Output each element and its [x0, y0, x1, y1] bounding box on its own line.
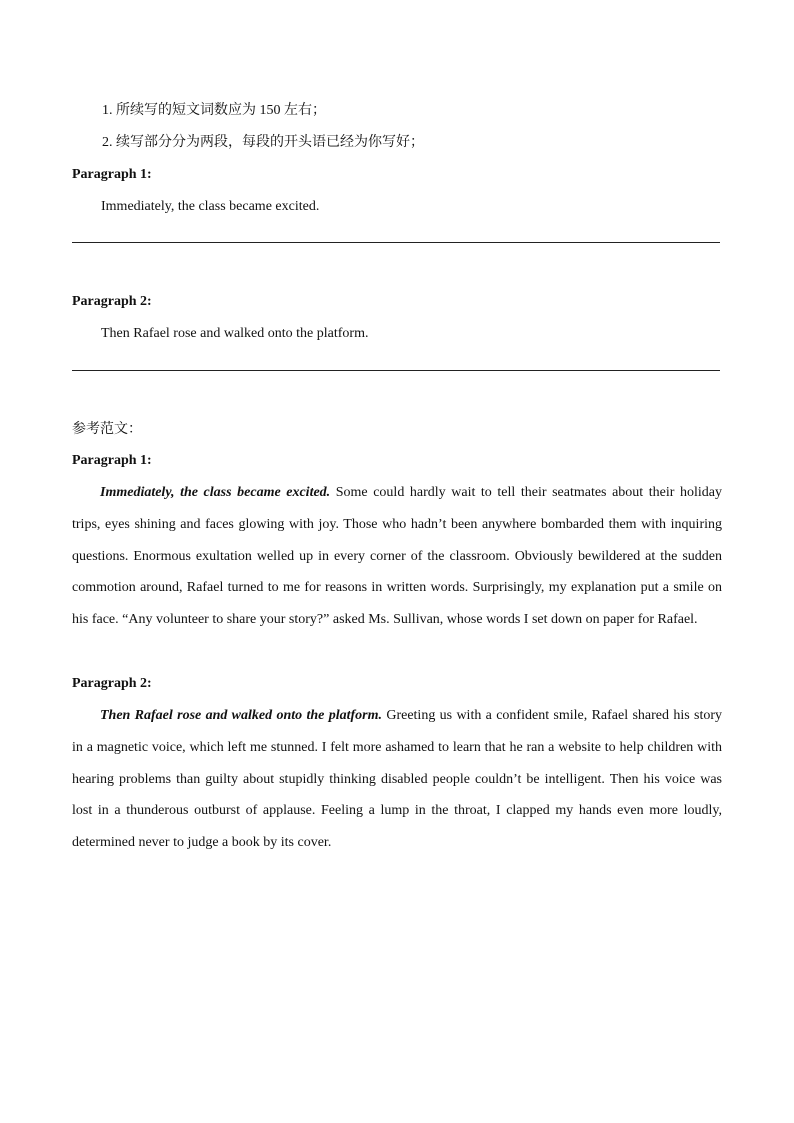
- model-paragraph-1-body: Some could hardly wait to tell their seatmates about their holiday trips, eyes shining and faces glowing with joy. Those who hadn’t been anywhere bombarded them with inquiring questions. Enormous exultation welled up in every corner of the classroom. Obviously bewildered at the sudden commotion around, Rafael turned to me for reasons in written words. Surprisingly, my explanation put a smile on his face. “Any volunteer to share your story?” asked Ms. Sullivan, whose words I set down on paper for Rafael.: [72, 485, 722, 628]
- answer-line-2: [72, 370, 720, 371]
- model-paragraph-2: [72, 700, 722, 859]
- task-paragraph-1-heading: Paragraph 1:: [72, 167, 152, 182]
- model-essay-title: 参考范文：: [72, 422, 142, 437]
- task-paragraph-2-heading: Paragraph 2:: [72, 294, 152, 309]
- model-paragraph-1: [72, 477, 722, 636]
- model-paragraph-2-heading: Paragraph 2:: [72, 676, 152, 691]
- model-paragraph-2-body: Greeting us with a confident smile, Rafael shared his story in a magnetic voice, which left me stunned. I felt more ashamed to learn that he ran a website to help children with hearing problems than guilty about stupidly thinking disabled people couldn’t be intelligent. Then his voice was lost in a thunderous outburst of applause. Feeling a lump in the throat, I clapped my hands even more loudly, determined never to judge a book by its cover.: [72, 708, 723, 851]
- task-paragraph-2-opening: Then Rafael rose and walked onto the platform.: [101, 326, 369, 341]
- model-paragraph-1-heading: Paragraph 1:: [72, 453, 152, 468]
- answer-line-1: [72, 242, 720, 243]
- task-paragraph-1-opening: Immediately, the class became excited.: [101, 199, 320, 214]
- requirement-item-2: 2. 续写部分分为两段，每段的开头语已经为你写好；: [102, 135, 424, 150]
- model-paragraph-1-lead: Immediately, the class became excited.: [100, 485, 331, 500]
- model-paragraph-2-lead: Then Rafael rose and walked onto the platform.: [100, 708, 382, 723]
- requirement-item-1: 1. 所续写的短文词数应为 150 左右；: [102, 103, 326, 118]
